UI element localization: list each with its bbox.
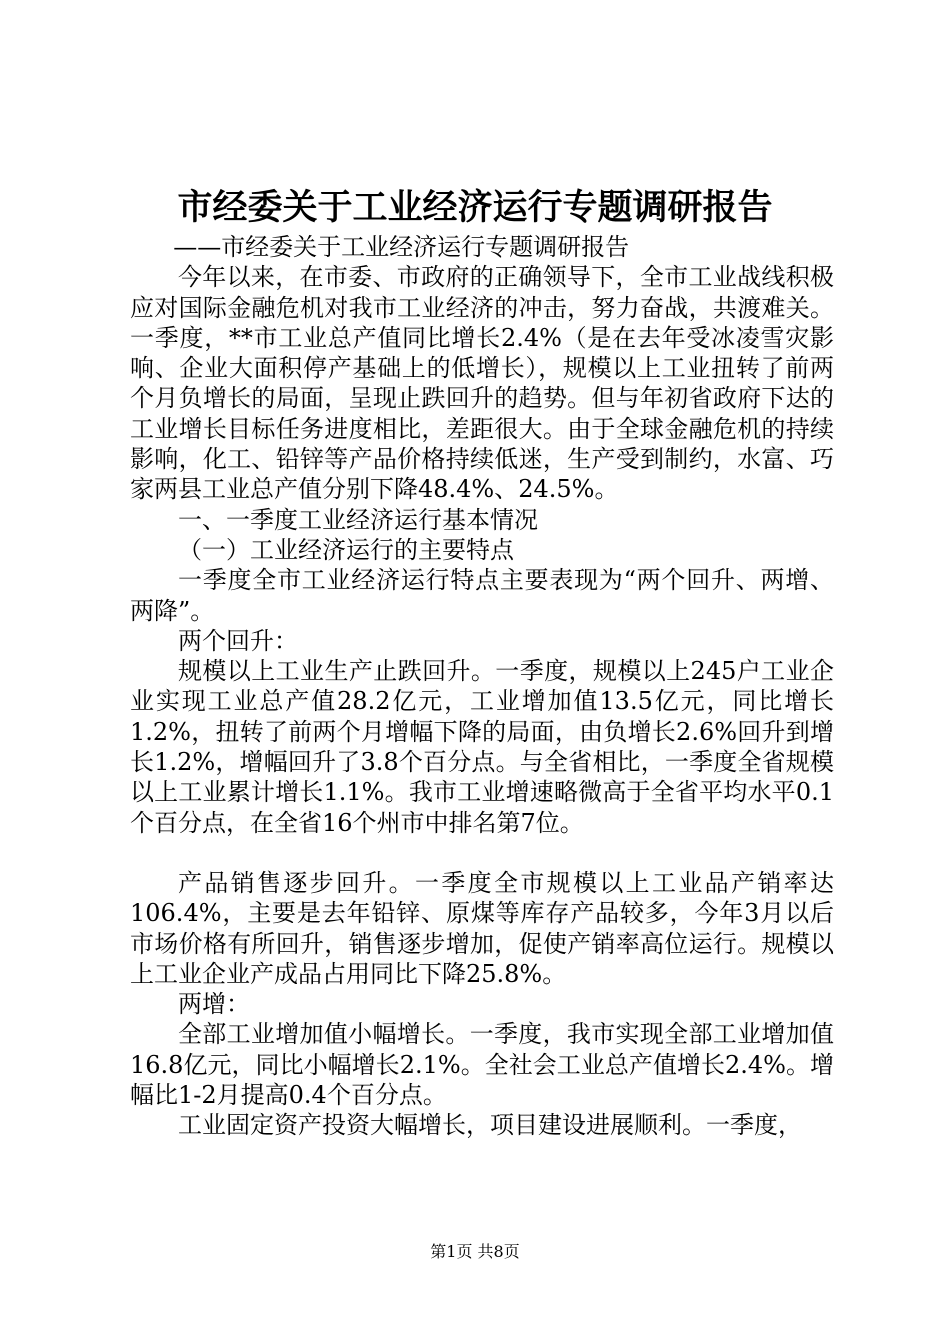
document-subtitle: ——市经委关于工业经济运行专题调研报告: [173, 233, 630, 261]
label-two-rises: 两个回升：: [178, 626, 298, 655]
section-heading: 一、一季度工业经济运行基本情况: [178, 505, 538, 534]
page-number-footer: 第1页 共8页: [430, 1242, 520, 1261]
paragraph-summary: 一季度全市工业经济运行特点主要表现为“两个回升、两增、两降”。: [130, 566, 834, 625]
subsection-heading: （一）工业经济运行的主要特点: [178, 535, 514, 564]
document-title: 市经委关于工业经济运行专题调研报告: [177, 188, 773, 228]
paragraph-sales-rebound: 产品销售逐步回升。一季度全市规模以上工业品产销率达106.4%，主要是去年铅锌、原煤等库存产品较多，今年3月以后市场价格有所回升，销售逐步增加，促使产销率高位运行。规模以上工业企业产成品占用同比下降25.8%。: [130, 868, 834, 988]
label-two-increases: 两增：: [178, 990, 250, 1019]
document-body: [130, 232, 834, 1141]
paragraph-value-added: 全部工业增加值小幅增长。一季度，我市实现全部工业增加值16.8亿元，同比小幅增长2.1%。全社会工业总产值增长2.4%。增幅比1-2月提高0.4个百分点。: [130, 1020, 834, 1110]
paragraph-intro: 今年以来，在市委、市政府的正确领导下，全市工业战线积极应对国际金融危机对我市工业经济的冲击，努力奋战，共渡难关。一季度，**市工业总产值同比增长2.4%（是在去年受冰凌雪灾影响、企业大面积停产基础上的低增长），规模以上工业扭转了前两个月负增长的局面，呈现止跌回升的趋势。但与年初省政府下达的工业增长目标任务进度相比，差距很大。由于全球金融危机的持续影响，化工、铅锌等产品价格持续低迷，生产受到制约，水富、巧家两县工业总产值分别下降48.4%、24.5%。: [130, 263, 834, 504]
paragraph-production-rebound: 规模以上工业生产止跌回升。一季度，规模以上245户工业企业实现工业总产值28.2亿元，工业增加值13.5亿元，同比增长1.2%，扭转了前两个月增幅下降的局面，由负增长2.6%回升到增长1.2%，增幅回升了3.8个百分点。与全省相比，一季度全省规模以上工业累计增长1.1%。我市工业增速略微高于全省平均水平0.1个百分点，在全省16个州市中排名第7位。: [130, 657, 834, 837]
paragraph-fixed-investment: 工业固定资产投资大幅增长，项目建设进展顺利。一季度，: [178, 1111, 802, 1140]
